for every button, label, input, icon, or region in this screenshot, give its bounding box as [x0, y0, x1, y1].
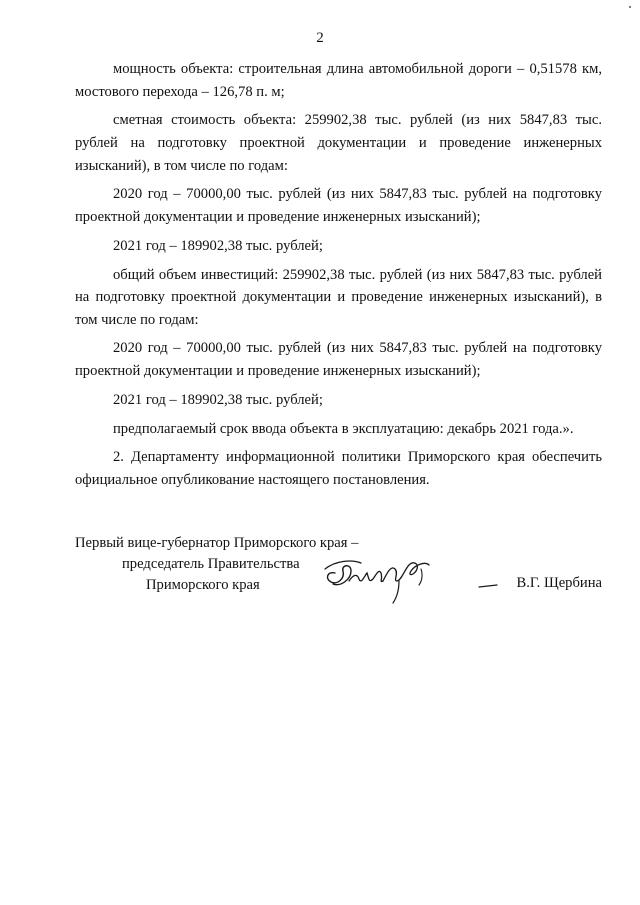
signatory-title-line2: председатель Правительства — [122, 556, 300, 572]
paragraph-estimated-cost: сметная стоимость объекта: 259902,38 тыс. рублей (из них 5847,83 тыс. рублей на подготовку проектной документации и проведение инженерных изысканий), в том числе по годам: — [75, 112, 602, 174]
paragraph-total-investment: общий объем инвестиций: 259902,38 тыс. рублей (из них 5847,83 тыс. рублей на подготовку проектной документации и проведение инженерных изысканий), в том числе по годам: — [75, 266, 602, 328]
signature-dash — [478, 584, 498, 588]
signatory-name: В.Г. Щербина — [516, 575, 602, 591]
paragraph-publication-order: 2. Департаменту информационной политики Приморского края обеспечить официальное опубликование настоящего постановления. — [75, 449, 602, 488]
paragraph-cost-2020: 2020 год – 70000,00 тыс. рублей (из них 5847,83 тыс. рублей на подготовку проектной документации и проведение инженерных изысканий); — [75, 186, 602, 225]
handwritten-signature — [321, 551, 433, 609]
document-body — [75, 58, 602, 498]
signatory-title-line1: Первый вице-губернатор Приморского края – — [75, 535, 359, 551]
paragraph-cost-2021: 2021 год – 189902,38 тыс. рублей; — [113, 237, 323, 254]
page-number: 2 — [316, 30, 324, 46]
paragraph-commissioning-date: предполагаемый срок ввода объекта в эксплуатацию: декабрь 2021 года.». — [113, 420, 574, 437]
paragraph-investment-2020: 2020 год – 70000,00 тыс. рублей (из них 5847,83 тыс. рублей на подготовку проектной документации и проведение инженерных изысканий); — [75, 340, 602, 380]
signature-block — [75, 533, 602, 603]
paragraph-investment-2021: 2021 год – 189902,38 тыс. рублей; — [113, 391, 323, 408]
signatory-title-line3: Приморского края — [146, 577, 260, 593]
scan-speck — [629, 6, 631, 8]
paragraph-capacity: мощность объекта: строительная длина автомобильной дороги – 0,51578 км, мостового перехода – 126,78 п. м; — [75, 61, 602, 100]
